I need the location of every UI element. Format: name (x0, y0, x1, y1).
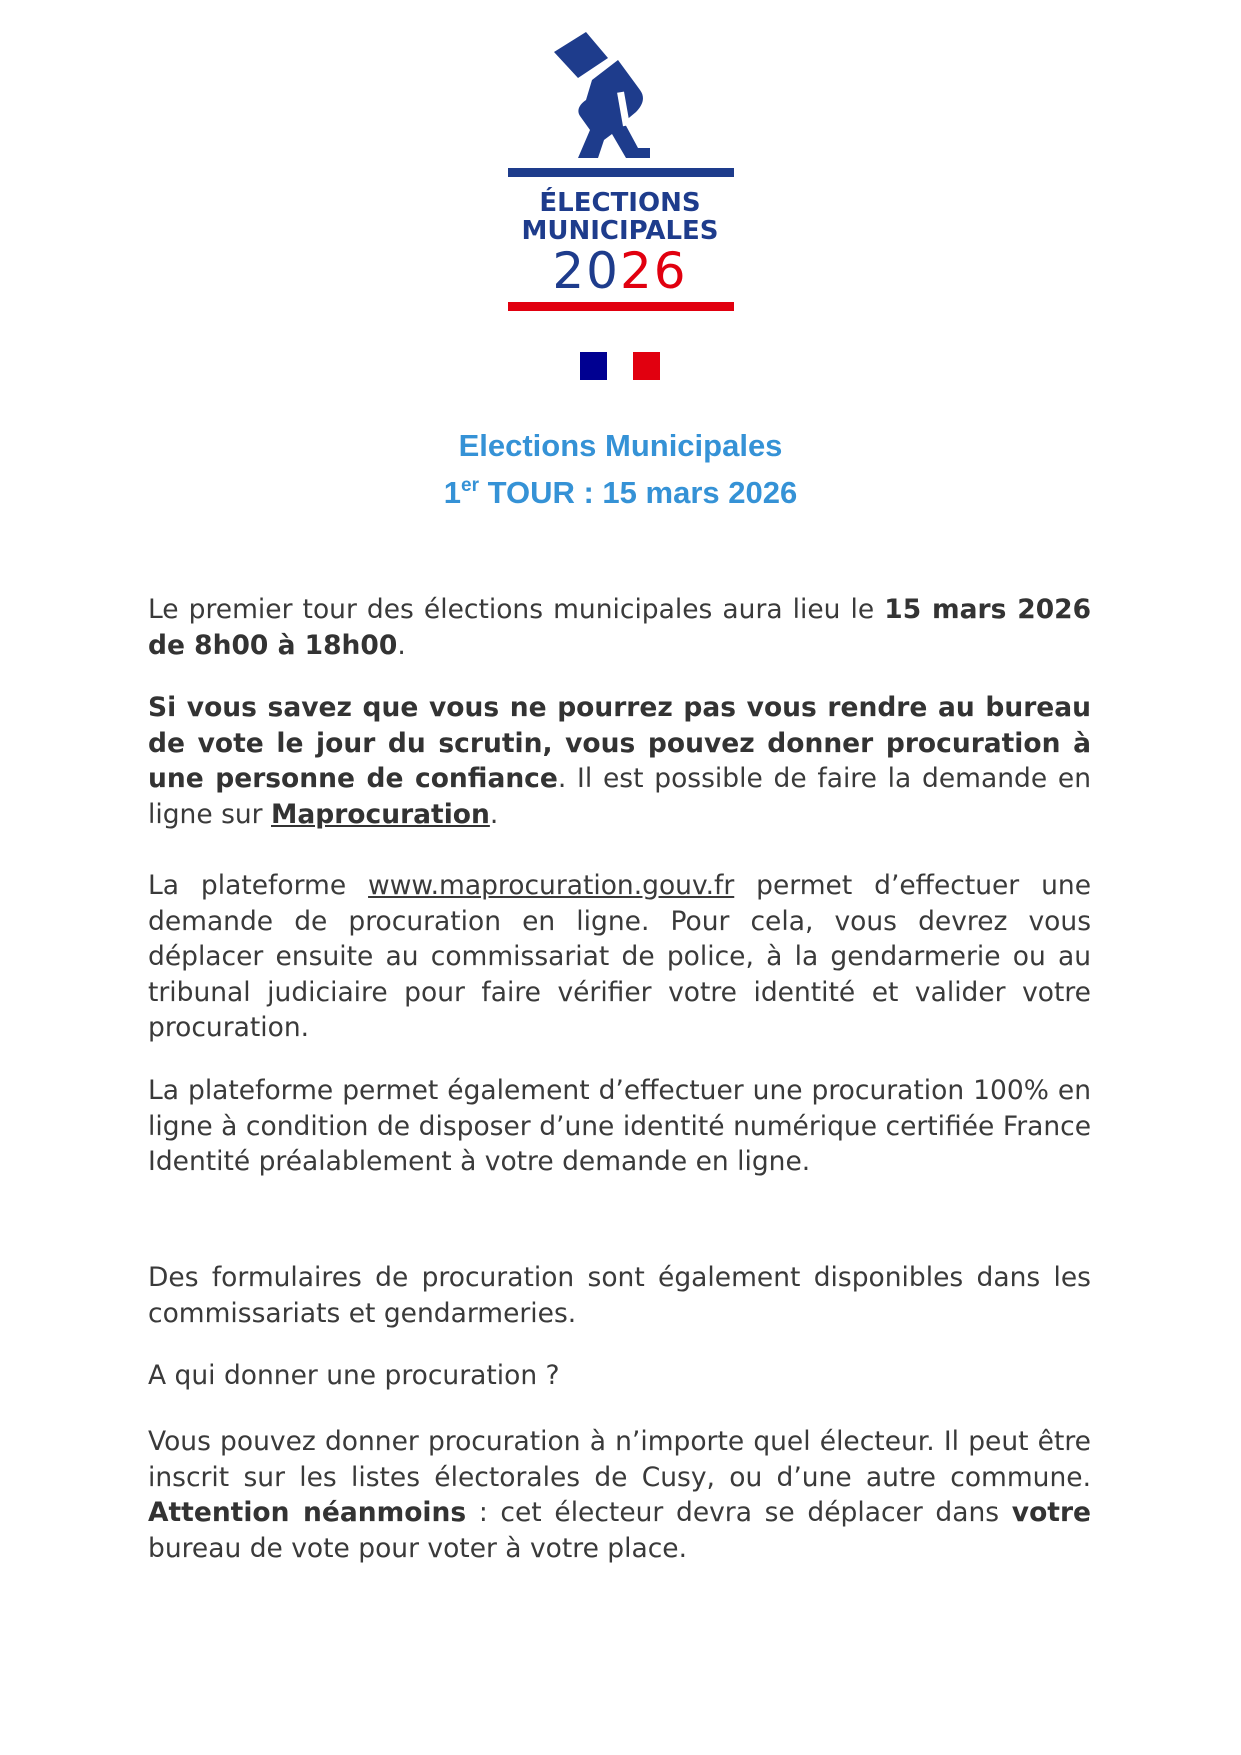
paragraph-forms: Des formulaires de procuration sont également disponibles dans les commissariats et gendarmeries. (148, 1262, 1091, 1329)
paragraph-date (148, 592, 1091, 663)
round-suffix: er (461, 475, 479, 496)
maprocuration-link[interactable]: Maprocuration (271, 798, 490, 830)
round-date: TOUR : 15 mars 2026 (479, 475, 798, 510)
text: Le premier tour des élections municipales aura lieu le (148, 594, 885, 625)
maprocuration-url-link[interactable]: www.maprocuration.gouv.fr (368, 870, 735, 901)
text: permet d’effectuer une demande de procuration en ligne. Pour cela, vous devrez vous déplacer ensuite au commissariat de police, à la gendarmerie ou au tribunal judiciaire pour faire vérifier votre identité et valider votre procuration. (148, 870, 1092, 1043)
text: bureau de vote pour voter à votre place. (148, 1532, 688, 1564)
bold-text: 15 mars 2026 de 8h00 à 18h00 (148, 594, 1092, 661)
logo-blue-bar (508, 168, 734, 177)
page-subtitle (0, 475, 1241, 511)
logo-red-bar (508, 302, 734, 311)
text: La plateforme (148, 870, 369, 901)
text: Vous pouvez donner procuration à n’importe quel électeur. Il peut être inscrit sur les listes électorales de Cusy, ou d’une autre commune. (148, 1426, 1091, 1493)
logo-line2: MUNICIPALES (521, 216, 719, 246)
elections-municipales-2026-logo (500, 30, 740, 320)
paragraph-who (148, 1424, 1091, 1566)
bold-text: Attention néanmoins (148, 1497, 467, 1528)
paragraph-procuration (148, 690, 1091, 832)
text: . Il est possible de faire la demande en ligne sur (148, 763, 1091, 830)
logo-line1: ÉLECTIONS (539, 188, 701, 218)
logo-year (500, 242, 740, 300)
logo-year-part1: 20 (552, 242, 620, 300)
text: : cet électeur devra se déplacer dans (466, 1497, 1012, 1528)
page-title: Elections Municipales (458, 428, 783, 463)
text: . (397, 629, 406, 661)
paragraph-online: La plateforme permet également d’effectuer une procuration 100% en ligne à condition de disposer d’une identité numérique certifiée France Identité préalablement à votre demande en ligne. (148, 1075, 1091, 1177)
logo-year-part2: 26 (620, 242, 688, 300)
text: . (489, 798, 499, 830)
ballot-box-hand-icon (500, 30, 740, 180)
marianne-republique-francaise-icon (580, 352, 660, 380)
bold-text: Si vous savez que vous ne pourrez pas vous rendre au bureau de vote le jour du scrutin, vous pouvez donner procuration à une personne de confiance (148, 692, 1091, 794)
round-number: 1 (443, 475, 462, 510)
paragraph-question: A qui donner une procuration ? (148, 1360, 560, 1391)
bold-text: votre (1011, 1497, 1091, 1528)
paragraph-platform (148, 868, 1091, 1046)
